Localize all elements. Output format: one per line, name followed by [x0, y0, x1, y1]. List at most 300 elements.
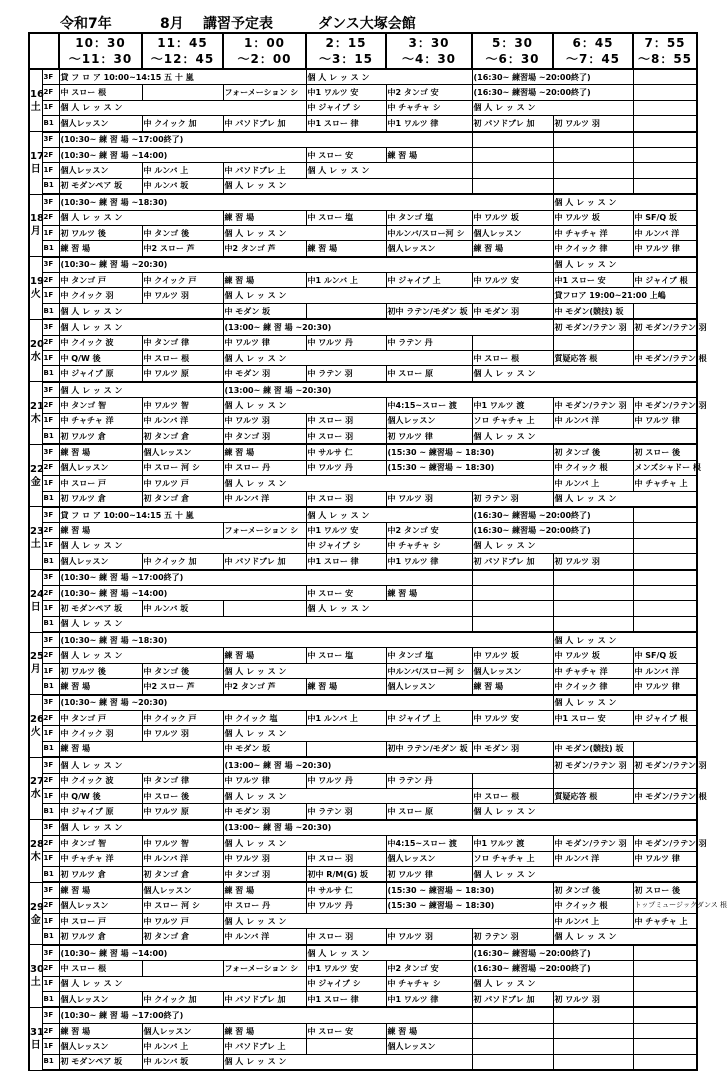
schedule-sheet: [28, 10, 727, 1071]
lesson-cell: 中2 タンゴ 安: [386, 961, 472, 976]
lesson-cell: 中 スロー 戸: [59, 914, 142, 929]
floor-label: 1F: [42, 976, 59, 991]
lesson-cell: 個 人 レ ッ ス ン: [472, 866, 697, 882]
schedule-table: [28, 32, 727, 1071]
lesson-cell: 中1 ワルツ 渡: [472, 836, 553, 851]
lesson-cell: 中 ジャイブ 原: [59, 366, 142, 382]
lesson-cell: 練 習 場: [306, 241, 386, 257]
lesson-cell: 中 チャチャ シ: [386, 538, 472, 553]
lesson-cell: 中1 ワルツ 安: [306, 961, 386, 976]
lesson-cell: 中 スロー 安: [306, 147, 386, 162]
lesson-cell: [306, 303, 386, 319]
lesson-cell: [633, 992, 697, 1008]
lesson-cell: 中 モダン/ラテン 根: [633, 788, 697, 803]
floor-label: B1: [42, 554, 59, 570]
lesson-cell: 初 タンゴ 後: [553, 882, 633, 898]
lesson-cell: 中 タンゴ 羽: [223, 866, 306, 882]
lesson-cell: (10:30~ 練 習 場 ~17:00終了): [59, 1007, 472, 1023]
lesson-cell: 初 ラテン 羽: [472, 929, 553, 945]
schedule-row: [29, 351, 697, 366]
lesson-cell: 中 ルンバ 上: [553, 914, 633, 929]
time-slot-header: 11：45 ～12：45: [142, 33, 223, 69]
lesson-cell: 中 ルンバ 洋: [142, 851, 223, 866]
lesson-cell: [472, 163, 553, 178]
lesson-cell: 個人レッスン: [142, 1023, 223, 1038]
floor-label: 3F: [42, 632, 59, 648]
schedule-row: [29, 663, 697, 678]
lesson-cell: 中 ジャイブ シ: [306, 100, 386, 115]
lesson-cell: 中 ジャイブ シ: [306, 538, 386, 553]
lesson-cell: 初 ワルツ 羽: [553, 116, 633, 132]
lesson-cell: 個 人 レ ッ ス ン: [306, 69, 472, 85]
lesson-cell: 中 ジャイブ 根: [633, 273, 697, 288]
lesson-cell: 中 ワルツ 律: [223, 335, 306, 350]
lesson-cell: 中2 スロー 芦: [142, 679, 223, 695]
lesson-cell: 初中 ラテン/モダン 坂: [386, 303, 472, 319]
lesson-cell: 中 ワルツ 安: [472, 273, 553, 288]
lesson-cell: [553, 773, 633, 788]
lesson-cell: [633, 116, 697, 132]
schedule-row: [29, 241, 697, 257]
lesson-cell: 個 人 レ ッ ス ン: [223, 225, 386, 240]
lesson-cell: 個 人 レ ッ ス ン: [306, 601, 472, 616]
floor-label: B1: [42, 616, 59, 632]
lesson-cell: [633, 538, 697, 553]
day-label: 26 火: [29, 695, 42, 758]
schedule-row: [29, 788, 697, 803]
lesson-cell: 初 ワルツ 羽: [553, 554, 633, 570]
lesson-cell: [553, 335, 633, 350]
lesson-cell: 中 タンゴ 戸: [59, 711, 142, 726]
lesson-cell: 中1 ルンバ 上: [306, 711, 386, 726]
floor-label: B1: [42, 491, 59, 507]
lesson-cell: 貸 フ ロ ア 10:00~14:15 五 十 嵐: [59, 507, 306, 523]
lesson-cell: 練 習 場: [223, 210, 306, 225]
lesson-cell: 中 スロー 羽: [306, 428, 386, 444]
lesson-cell: 中1 ワルツ 渡: [472, 398, 553, 413]
floor-label: B1: [42, 679, 59, 695]
lesson-cell: 中 スロー 安: [306, 1023, 386, 1038]
lesson-cell: 中 ワルツ 安: [472, 711, 553, 726]
lesson-cell: 中 クイック 加: [142, 554, 223, 570]
lesson-cell: [472, 1039, 553, 1054]
lesson-cell: [553, 585, 633, 600]
lesson-cell: 貸フロア 19:00~21:00 上嶋: [553, 288, 697, 303]
floor-label: 3F: [42, 444, 59, 460]
lesson-cell: (10:30~ 練 習 場 ~14:00): [59, 147, 306, 162]
lesson-cell: 中 タンゴ 後: [142, 225, 223, 240]
lesson-cell: [223, 601, 306, 616]
lesson-cell: 中 スロー 根: [472, 351, 553, 366]
schedule-row: [29, 570, 697, 586]
lesson-cell: 初 モダンペア 坂: [59, 601, 142, 616]
lesson-cell: [633, 69, 697, 85]
lesson-cell: 中 ラテン 丹: [386, 335, 472, 350]
lesson-cell: 個人レッスン: [142, 444, 223, 460]
lesson-cell: 個 人 レ ッ ス ン: [223, 476, 553, 491]
lesson-cell: 中 スロー 丹: [223, 898, 306, 913]
lesson-cell: 個人レッスン: [59, 554, 142, 570]
lesson-cell: 初 ラテン 羽: [472, 491, 553, 507]
lesson-cell: 中 パソドブレ 加: [223, 992, 306, 1008]
lesson-cell: 中2 タンゴ 安: [386, 85, 472, 100]
header-corner: [29, 33, 59, 69]
schedule-row: [29, 398, 697, 413]
floor-label: 2F: [42, 85, 59, 100]
lesson-cell: 個人レッスン: [472, 663, 553, 678]
lesson-cell: 個人レッスン: [59, 116, 142, 132]
floor-label: B1: [42, 116, 59, 132]
lesson-cell: 個人レッスン: [142, 882, 223, 898]
lesson-cell: 中 スロー 後: [142, 788, 223, 803]
lesson-cell: 中 モダン/ラテン 羽: [633, 836, 697, 851]
lesson-cell: 中 モダン/ラテン 羽: [553, 398, 633, 413]
floor-label: 1F: [42, 476, 59, 491]
lesson-cell: [633, 100, 697, 115]
schedule-row: [29, 319, 697, 335]
schedule-row: [29, 866, 697, 882]
lesson-cell: 中ルンバ/スロー河 シ: [386, 225, 472, 240]
lesson-cell: [553, 1023, 633, 1038]
floor-label: 2F: [42, 273, 59, 288]
lesson-cell: [553, 163, 633, 178]
lesson-cell: 中 ジャイブ 根: [633, 711, 697, 726]
lesson-cell: [633, 303, 697, 319]
lesson-cell: [472, 585, 553, 600]
lesson-cell: 中 クイック 戸: [142, 273, 223, 288]
lesson-cell: 中 タンゴ 智: [59, 398, 142, 413]
schedule-row: [29, 898, 697, 913]
floor-label: 3F: [42, 382, 59, 398]
lesson-cell: 中 ワルツ 原: [142, 804, 223, 820]
floor-label: 3F: [42, 507, 59, 523]
floor-label: 1F: [42, 601, 59, 616]
lesson-cell: (10:30~ 練 習 場 ~14:00): [59, 585, 306, 600]
lesson-cell: (16:30~ 練習場 ~20:00終了): [472, 523, 633, 538]
lesson-cell: 初中 R/M(G) 坂: [306, 866, 386, 882]
schedule-row: [29, 335, 697, 350]
lesson-cell: 中 ワルツ 律: [633, 851, 697, 866]
schedule-row: [29, 616, 697, 632]
lesson-cell: 中 ルンバ 洋: [553, 413, 633, 428]
lesson-cell: 中1 ルンバ 上: [306, 273, 386, 288]
lesson-cell: 中 モダン(競技) 坂: [553, 741, 633, 757]
lesson-cell: 練 習 場: [59, 679, 142, 695]
lesson-cell: 個人レッスン: [386, 1039, 472, 1054]
lesson-cell: 中 ワルツ 律: [223, 773, 306, 788]
lesson-cell: [633, 178, 697, 194]
floor-label: 2F: [42, 961, 59, 976]
lesson-cell: [633, 1039, 697, 1054]
lesson-cell: 中 チャチャ 洋: [553, 663, 633, 678]
lesson-cell: 中 ワルツ 丹: [306, 773, 386, 788]
lesson-cell: 中 ラテン 羽: [306, 804, 386, 820]
lesson-cell: 中 スロー 羽: [306, 851, 386, 866]
schedule-row: [29, 538, 697, 553]
lesson-cell: 個 人 レ ッ ス ン: [223, 726, 697, 741]
lesson-cell: 質疑応答 根: [553, 788, 633, 803]
lesson-cell: 個人レッスン: [59, 1039, 142, 1054]
lesson-cell: 中1 スロー 安: [553, 711, 633, 726]
lesson-cell: 中 クイック 律: [553, 679, 633, 695]
floor-label: 2F: [42, 210, 59, 225]
lesson-cell: 中 ワルツ 智: [142, 836, 223, 851]
floor-label: 2F: [42, 523, 59, 538]
day-label: 16 土: [29, 69, 42, 132]
lesson-cell: メンズシャドー 根: [633, 460, 697, 475]
lesson-cell: [553, 147, 633, 162]
schedule-row: [29, 554, 697, 570]
lesson-cell: 個 人 レ ッ ス ン: [553, 632, 697, 648]
lesson-cell: 中 モダン 羽: [472, 303, 553, 319]
lesson-cell: 個 人 レ ッ ス ン: [553, 257, 697, 273]
schedule-row: [29, 257, 697, 273]
lesson-cell: 個 人 レ ッ ス ン: [59, 538, 306, 553]
lesson-cell: 個 人 レ ッ ス ン: [472, 428, 697, 444]
lesson-cell: [553, 1054, 633, 1070]
schedule-row: [29, 523, 697, 538]
lesson-cell: 中1 スロー 安: [553, 273, 633, 288]
lesson-cell: 初 パソドブレ 加: [472, 116, 553, 132]
lesson-cell: 中 クイック 波: [59, 335, 142, 350]
lesson-cell: 中 スロー 塩: [306, 210, 386, 225]
day-label: 28 木: [29, 820, 42, 883]
lesson-cell: [472, 1023, 553, 1038]
lesson-cell: 練 習 場: [223, 1023, 306, 1038]
lesson-cell: 個 人 レ ッ ス ン: [223, 178, 472, 194]
lesson-cell: 中 ルンバ 上: [553, 476, 633, 491]
day-label: 25 月: [29, 632, 42, 695]
lesson-cell: 個 人 レ ッ ス ン: [472, 100, 633, 115]
lesson-cell: 個 人 レ ッ ス ン: [472, 804, 697, 820]
floor-label: 1F: [42, 663, 59, 678]
lesson-cell: 初 ワルツ 羽: [553, 992, 633, 1008]
lesson-cell: 練 習 場: [223, 444, 306, 460]
lesson-cell: 中 ワルツ 丹: [306, 460, 386, 475]
schedule-row: [29, 711, 697, 726]
lesson-cell: 中 ジャイブ シ: [306, 976, 386, 991]
lesson-cell: 中 ワルツ 律: [633, 679, 697, 695]
lesson-cell: 初 モダン/ラテン 羽: [553, 757, 633, 773]
lesson-cell: 個 人 レ ッ ス ン: [553, 929, 697, 945]
lesson-cell: 個 人 レ ッ ス ン: [223, 788, 472, 803]
lesson-cell: (16:30~ 練習場 ~20:00終了): [472, 961, 633, 976]
floor-label: 3F: [42, 945, 59, 961]
lesson-cell: 中 スロー 丹: [223, 460, 306, 475]
lesson-cell: (13:00~ 練 習 場 ~20:30): [223, 382, 697, 398]
floor-label: 1F: [42, 538, 59, 553]
venue-name: ダンス大塚会館: [318, 16, 416, 32]
lesson-cell: トップミュージックダンス 根: [633, 898, 697, 913]
floor-label: B1: [42, 178, 59, 194]
lesson-cell: 個 人 レ ッ ス ン: [59, 210, 223, 225]
floor-label: 1F: [42, 351, 59, 366]
lesson-cell: [142, 85, 223, 100]
lesson-cell: 練 習 場: [386, 585, 472, 600]
floor-label: 3F: [42, 570, 59, 586]
lesson-cell: 初 タンゴ 倉: [142, 491, 223, 507]
lesson-cell: [472, 601, 553, 616]
floor-label: 1F: [42, 413, 59, 428]
lesson-cell: [633, 601, 697, 616]
lesson-cell: 個 人 レ ッ ス ン: [553, 491, 697, 507]
floor-label: B1: [42, 929, 59, 945]
lesson-cell: [633, 147, 697, 162]
schedule-row: [29, 460, 697, 475]
lesson-cell: [306, 1039, 386, 1054]
lesson-cell: 中4:15~スロー 渡: [386, 398, 472, 413]
lesson-cell: 中 ワルツ 羽: [223, 851, 306, 866]
lesson-cell: 中 クイック 律: [553, 241, 633, 257]
schedule-row: [29, 1023, 697, 1038]
floor-label: B1: [42, 1054, 59, 1070]
lesson-cell: 個 人 レ ッ ス ン: [472, 976, 633, 991]
lesson-cell: 中 クイック 塩: [223, 711, 306, 726]
schedule-row: [29, 945, 697, 961]
lesson-cell: [472, 147, 553, 162]
lesson-cell: 中 ルンバ 坂: [142, 178, 223, 194]
time-slot-header: 10：30 ～11：30: [59, 33, 142, 69]
schedule-row: [29, 695, 697, 711]
lesson-cell: 個 人 レ ッ ス ン: [59, 319, 223, 335]
lesson-cell: 中 モダン/ラテン 羽: [633, 398, 697, 413]
lesson-cell: 個 人 レ ッ ス ン: [472, 538, 633, 553]
lesson-cell: 初 スロー 後: [633, 882, 697, 898]
lesson-cell: フォーメーション シ: [223, 961, 306, 976]
lesson-cell: 初 パソドブレ 加: [472, 554, 553, 570]
schedule-row: [29, 773, 697, 788]
lesson-cell: 中 タンゴ 塩: [386, 648, 472, 663]
floor-label: 2F: [42, 147, 59, 162]
schedule-row: [29, 976, 697, 991]
lesson-cell: 中 ワルツ 智: [142, 398, 223, 413]
schedule-row: [29, 303, 697, 319]
lesson-cell: 中 ルンバ 洋: [223, 929, 306, 945]
schedule-row: [29, 1054, 697, 1070]
lesson-cell: (15:30 ~ 練習場 ~ 18:30): [386, 460, 553, 475]
schedule-row: [29, 194, 697, 210]
lesson-cell: 中 モダン 羽: [223, 804, 306, 820]
lesson-cell: [472, 178, 553, 194]
lesson-cell: [633, 335, 697, 350]
floor-label: 2F: [42, 585, 59, 600]
lesson-cell: 個 人 レ ッ ス ン: [59, 976, 306, 991]
floor-label: B1: [42, 804, 59, 820]
lesson-cell: 練 習 場: [59, 241, 142, 257]
floor-label: 2F: [42, 335, 59, 350]
lesson-cell: 中 パソドブレ 加: [223, 116, 306, 132]
schedule-row: [29, 648, 697, 663]
lesson-cell: 中 タンゴ 後: [142, 663, 223, 678]
lesson-cell: 個 人 レ ッ ス ン: [223, 663, 386, 678]
schedule-row: [29, 85, 697, 100]
lesson-cell: 中 チャチャ シ: [386, 976, 472, 991]
lesson-cell: 中 チャチャ 洋: [553, 225, 633, 240]
month-label: 8月: [160, 16, 184, 32]
lesson-cell: 中 スロー 根: [59, 961, 142, 976]
lesson-cell: 中 クイック 加: [142, 992, 223, 1008]
lesson-cell: 中 ラテン 羽: [306, 366, 386, 382]
lesson-cell: 中 ジャイブ 上: [386, 273, 472, 288]
schedule-row: [29, 507, 697, 523]
lesson-cell: 練 習 場: [472, 679, 553, 695]
lesson-cell: 中 ワルツ 羽: [386, 929, 472, 945]
lesson-cell: (10:30~ 練 習 場 ~20:30): [59, 257, 553, 273]
lesson-cell: [633, 570, 697, 586]
lesson-cell: 中4:15~スロー 渡: [386, 836, 472, 851]
lesson-cell: 練 習 場: [59, 741, 223, 757]
lesson-cell: [633, 1007, 697, 1023]
lesson-cell: 個 人 レ ッ ス ン: [59, 303, 223, 319]
floor-label: B1: [42, 741, 59, 757]
schedule-row: [29, 178, 697, 194]
lesson-cell: (13:00~ 練 習 場 ~20:30): [223, 319, 553, 335]
floor-label: 1F: [42, 100, 59, 115]
lesson-cell: ソロ チャチャ 上: [472, 851, 553, 866]
day-label: 30 土: [29, 945, 42, 1008]
lesson-cell: 個人レッスン: [386, 413, 472, 428]
lesson-cell: 中 タンゴ 羽: [223, 428, 306, 444]
lesson-cell: 中 ワルツ 丹: [306, 898, 386, 913]
lesson-cell: 中1 ワルツ 安: [306, 85, 386, 100]
floor-label: 3F: [42, 257, 59, 273]
floor-label: 3F: [42, 820, 59, 836]
schedule-title: 講習予定表: [203, 16, 273, 32]
lesson-cell: 中 ラテン 丹: [386, 773, 472, 788]
lesson-cell: 初 タンゴ 後: [553, 444, 633, 460]
lesson-cell: 中 チャチャ 洋: [59, 851, 142, 866]
schedule-row: [29, 163, 697, 178]
lesson-cell: (10:30~ 練 習 場 ~18:30): [59, 632, 553, 648]
lesson-cell: [472, 1054, 553, 1070]
lesson-cell: 個 人 レ ッ ス ン: [59, 648, 223, 663]
lesson-cell: [472, 616, 553, 632]
day-label: 18 月: [29, 194, 42, 257]
schedule-row: [29, 100, 697, 115]
day-label: 17 日: [29, 132, 42, 195]
schedule-row: [29, 210, 697, 225]
floor-label: 1F: [42, 726, 59, 741]
schedule-row: [29, 726, 697, 741]
lesson-cell: 中 パソドブレ 上: [223, 163, 306, 178]
schedule-row: [29, 992, 697, 1008]
lesson-cell: 練 習 場: [223, 273, 306, 288]
lesson-cell: 中 モダン/ラテン 羽: [553, 836, 633, 851]
lesson-cell: 質疑応答 根: [553, 351, 633, 366]
lesson-cell: 中 スロー 羽: [306, 929, 386, 945]
floor-label: B1: [42, 241, 59, 257]
lesson-cell: (13:00~ 練 習 場 ~20:30): [223, 757, 553, 773]
lesson-cell: 個 人 レ ッ ス ン: [59, 616, 472, 632]
lesson-cell: 中 ジャイブ 原: [59, 804, 142, 820]
lesson-cell: 中 ルンバ 洋: [553, 851, 633, 866]
schedule-row: [29, 69, 697, 85]
lesson-cell: 個 人 レ ッ ス ン: [223, 398, 386, 413]
lesson-cell: 中 ワルツ 坂: [553, 648, 633, 663]
floor-label: 1F: [42, 851, 59, 866]
lesson-cell: 初 ワルツ 律: [386, 428, 472, 444]
lesson-cell: [633, 1054, 697, 1070]
time-slot-header: 7：55 ～8：55: [633, 33, 697, 69]
schedule-body: [29, 69, 727, 1070]
schedule-row: [29, 914, 697, 929]
lesson-cell: 個 人 レ ッ ス ン: [553, 695, 697, 711]
lesson-cell: 中2 タンゴ 芦: [223, 679, 306, 695]
lesson-cell: 中2 タンゴ 芦: [223, 241, 306, 257]
floor-label: 2F: [42, 1023, 59, 1038]
floor-label: 3F: [42, 319, 59, 335]
lesson-cell: 個 人 レ ッ ス ン: [59, 757, 223, 773]
